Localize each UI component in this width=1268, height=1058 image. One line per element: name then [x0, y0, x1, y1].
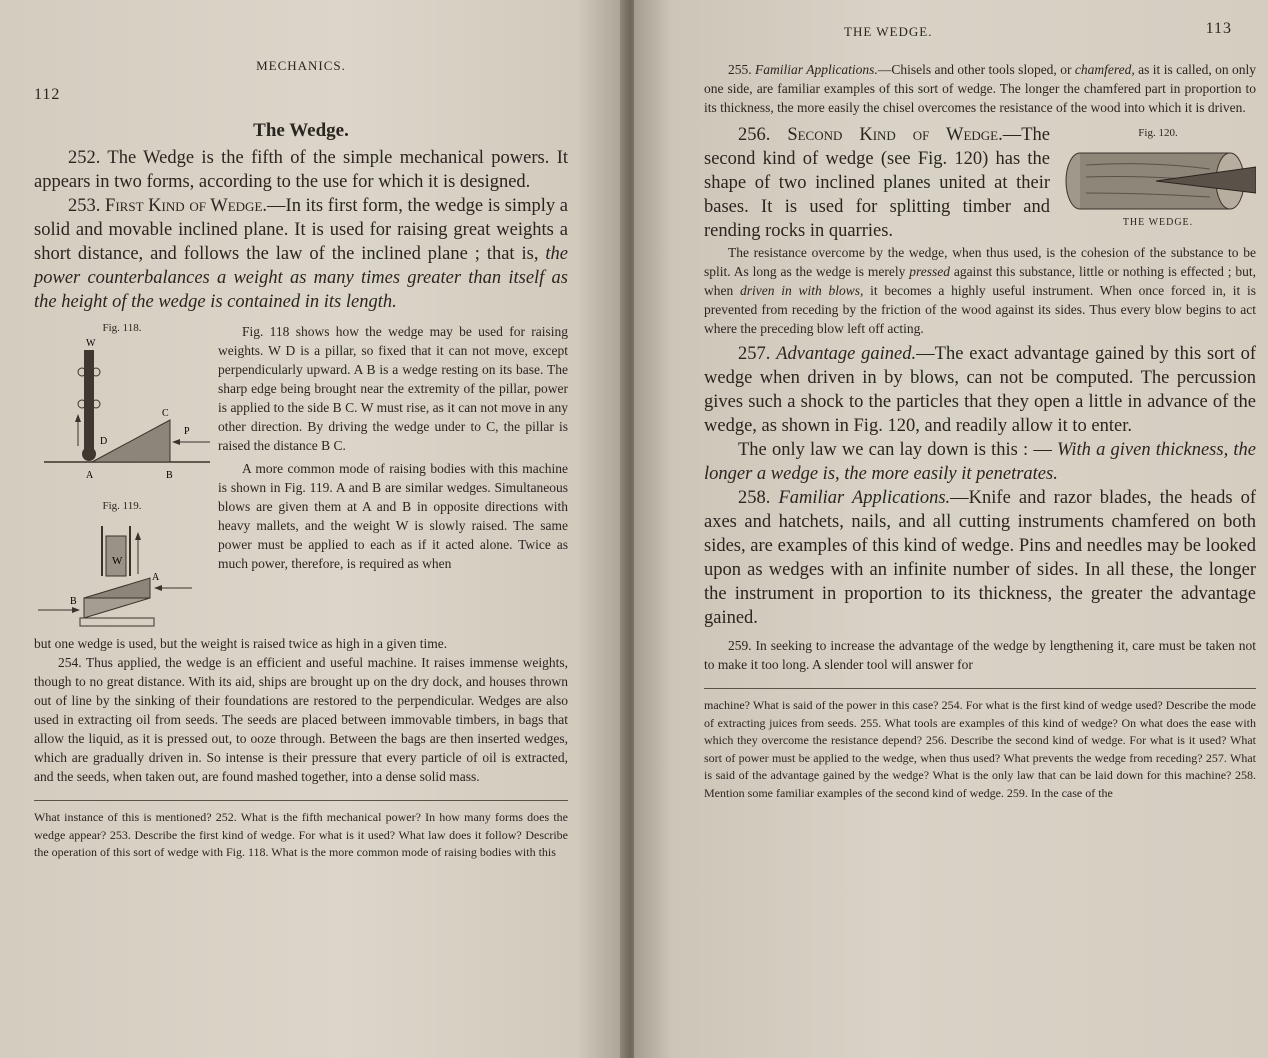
p257b-italic: With a given thickness, the longer a wedge is, the more easily it penetrates.	[704, 440, 1256, 484]
p256-text: —The second kind of wedge (see Fig. 120) has the shape of two inclined planes united at their bases. It is used for splitting timber and rending rocks in quarries.	[704, 125, 1051, 241]
p257-text: —The exact advantage gained by this sort of wedge when driven in by blows, can not be computed. The percussion gives such a shock to the particles that they open a little in advance of the wedge, as shown in Fig. 120, and readily allow it to enter.	[704, 344, 1256, 436]
fig-text-column	[218, 318, 568, 634]
p253-italic: the power counterbalances a weight as many times greater than itself as the height of the wedge is contained in its length.	[34, 244, 568, 312]
fig118-label-d: D	[100, 436, 108, 447]
fig120-figure	[1060, 123, 1256, 243]
left-footer-rule	[34, 800, 568, 801]
p257-heading: Advantage gained.	[776, 344, 917, 364]
fig118-caption: Fig. 118.	[102, 322, 142, 334]
fig119-label-w: W	[112, 555, 123, 567]
fig119-label-b: B	[70, 596, 77, 607]
p256b-b: against this substance, little or nothing is effected ; but, when	[704, 264, 1256, 298]
p257-lead: 257.	[738, 344, 777, 364]
fig120-under-caption: THE WEDGE.	[1122, 217, 1194, 228]
left-running-head	[34, 28, 568, 103]
fig119-text: A more common mode of raising bodies with this machine is shown in Fig. 119. A and B are similar wedges. Simultaneous blows are given them at A and B in opposite directions with heavy mallets, and the weight W is slowly raised. The same power must be applied to each as if it acted alone. Twice as much power, therefore, is required as when	[218, 461, 568, 571]
fig118-diagram	[34, 336, 210, 486]
p255-italic: chamfered,	[1074, 62, 1135, 77]
fig118-block	[34, 318, 568, 634]
p255-heading: Familiar Applications.	[755, 62, 878, 77]
paragraph-256b	[704, 243, 1256, 338]
paragraph-254: 254. Thus applied, the wedge is an efficient and useful machine. It raises immense weights, though to no great distance. With its aid, ships are brought up on the dry dock, and houses thrown out of line by the sinking of their foundations are restored to the perpendicular. Wedges are also used in extracting oil from seeds. The seeds are placed between immovable timbers, in bags that allow the liquid, as it is pressed out, to ooze through. Between the bags are then inserted wedges, which are gradually driven in. So intense is their pressure that every particle of oil is extracted, and the seeds, when taken out, are found mashed together, into a dense solid mass.	[34, 655, 568, 784]
p256-column	[704, 123, 1050, 243]
right-page-number: 113	[1205, 20, 1232, 37]
p255-lead: 255.	[728, 62, 756, 77]
left-content	[34, 120, 568, 862]
p257b-text: The only law we can lay down is this : —	[738, 440, 1057, 460]
p253-text: —In its first form, the wedge is simply a solid and movable inclined plane. It is used for raising great weights a short distance, and follows the law of the inclined plane ; that is,	[34, 196, 568, 264]
p256b-italic2: driven in with blows,	[740, 283, 864, 298]
p256-lead: 256.	[738, 125, 788, 145]
fig120-caption: Fig. 120.	[1138, 127, 1178, 139]
paragraph-257	[704, 342, 1256, 438]
paragraph-256	[704, 123, 1050, 243]
left-questions: What instance of this is mentioned? 252. What is the fifth mechanical power? In how many forms does the wedge appear? 253. Describe the first kind of wedge. For what is it used? What law does it follow? Describe the operation of this sort of wedge with Fig. 118. What is the more common mode of raising bodies with this	[34, 810, 568, 859]
section-title: The Wedge.	[253, 120, 349, 141]
paragraph-252: 252. The Wedge is the fifth of the simple mechanical powers. It appears in two forms, according to the use for which it is designed.	[34, 148, 568, 192]
fig120-diagram	[1060, 141, 1256, 215]
paragraph-259: 259. In seeking to increase the advantage of the wedge by lengthening it, care must be taken not to make it too long. A slender tool will answer for	[704, 638, 1256, 672]
p255-text-b: as it is called, on only one side, are familiar examples of this sort of wedge. The longer the chamfered part in proportion to its thickness, the more easily the chisel overcomes the resistance of the wood into which it is driven.	[704, 62, 1257, 115]
fig118-text: Fig. 118 shows how the wedge may be used for raising weights. W D is a pillar, so fixed that it can not move, except perpendicularly upward. A B is a wedge resting on its base. The sharp edge being brought near the extremity of the pillar, power is applied to the side B C. W must rise, as it can not move in any other direction. By driving the wedge under to C, the pillar is raised the distance B C.	[218, 324, 568, 453]
paragraph-258	[704, 486, 1256, 630]
right-content	[704, 60, 1256, 802]
paragraph-257b	[704, 438, 1256, 486]
paragraph-255	[704, 60, 1256, 117]
p256b-a: The resistance overcome by the wedge, when thus used, is the cohesion of the substance to be split. As long as the wedge is merely	[704, 245, 1256, 279]
right-running-head	[704, 18, 1256, 40]
p258-lead: 258.	[738, 488, 779, 508]
right-footer-rule	[704, 688, 1256, 689]
paragraph-253	[34, 194, 568, 314]
right-running-title: THE WEDGE.	[844, 24, 933, 39]
left-page-number: 112	[34, 86, 61, 103]
fig118-label-w: W	[86, 338, 96, 349]
fig118-label-a: A	[86, 470, 94, 481]
left-page	[0, 0, 626, 1058]
fig119-label-a: A	[152, 572, 160, 583]
left-running-title: MECHANICS.	[256, 58, 346, 73]
fig119-diagram	[34, 514, 210, 634]
p258-heading: Familiar Applications.	[778, 488, 951, 508]
fig120-block	[704, 123, 1256, 243]
right-page	[634, 0, 1268, 1058]
fig118-label-b: B	[166, 470, 173, 481]
p253-heading: First Kind of Wedge.	[105, 196, 268, 216]
p258-text: —Knife and razor blades, the heads of axes and hatchets, nails, and all cutting instruments chamfered on both sides, are examples of this kind of wedge. Pins and needles may be looked upon as wedges with an infinite number of sides. In all these, the longer the instrument in proportion to its thickness, the greater the advantage gained.	[704, 488, 1257, 628]
right-questions: machine? What is said of the power in this case? 254. For what is the first kind of wedge used? Describe the mode of extracting juices from seeds. 255. What tools are examples of this kind of wedge? On what does the ease with which they overcome the resistance depend? 256. Describe the second kind of wedge. For what is it used? What sort of power must be applied to the wedge, when thus used? What prevents the wedge from receding? 257. What is said of the advantage gained by the wedge? What is the only law that can be laid down for this machine? 258. Mention some familiar examples of the second kind of wedge. 259. In the case of the	[704, 698, 1256, 800]
fig118-label-p: P	[184, 426, 190, 437]
p256b-c: it becomes a highly useful instrument. When once forced in, it is prevented from receding by the friction of the wood against its sides. Thus every blow begins to act where the preceding blow left off acting.	[704, 283, 1256, 336]
fig119-caption: Fig. 119.	[102, 500, 142, 512]
p253-lead: 253.	[68, 196, 106, 216]
fig118-label-c: C	[162, 408, 169, 419]
p256b-italic1: pressed	[909, 264, 950, 279]
fig118-figure	[34, 318, 210, 634]
p256-heading: Second Kind of Wedge.	[787, 125, 1003, 145]
p255-text-a: —Chisels and other tools sloped, or	[877, 62, 1075, 77]
paragraph-continuation: but one wedge is used, but the weight is raised twice as high in a given time.	[34, 636, 448, 651]
